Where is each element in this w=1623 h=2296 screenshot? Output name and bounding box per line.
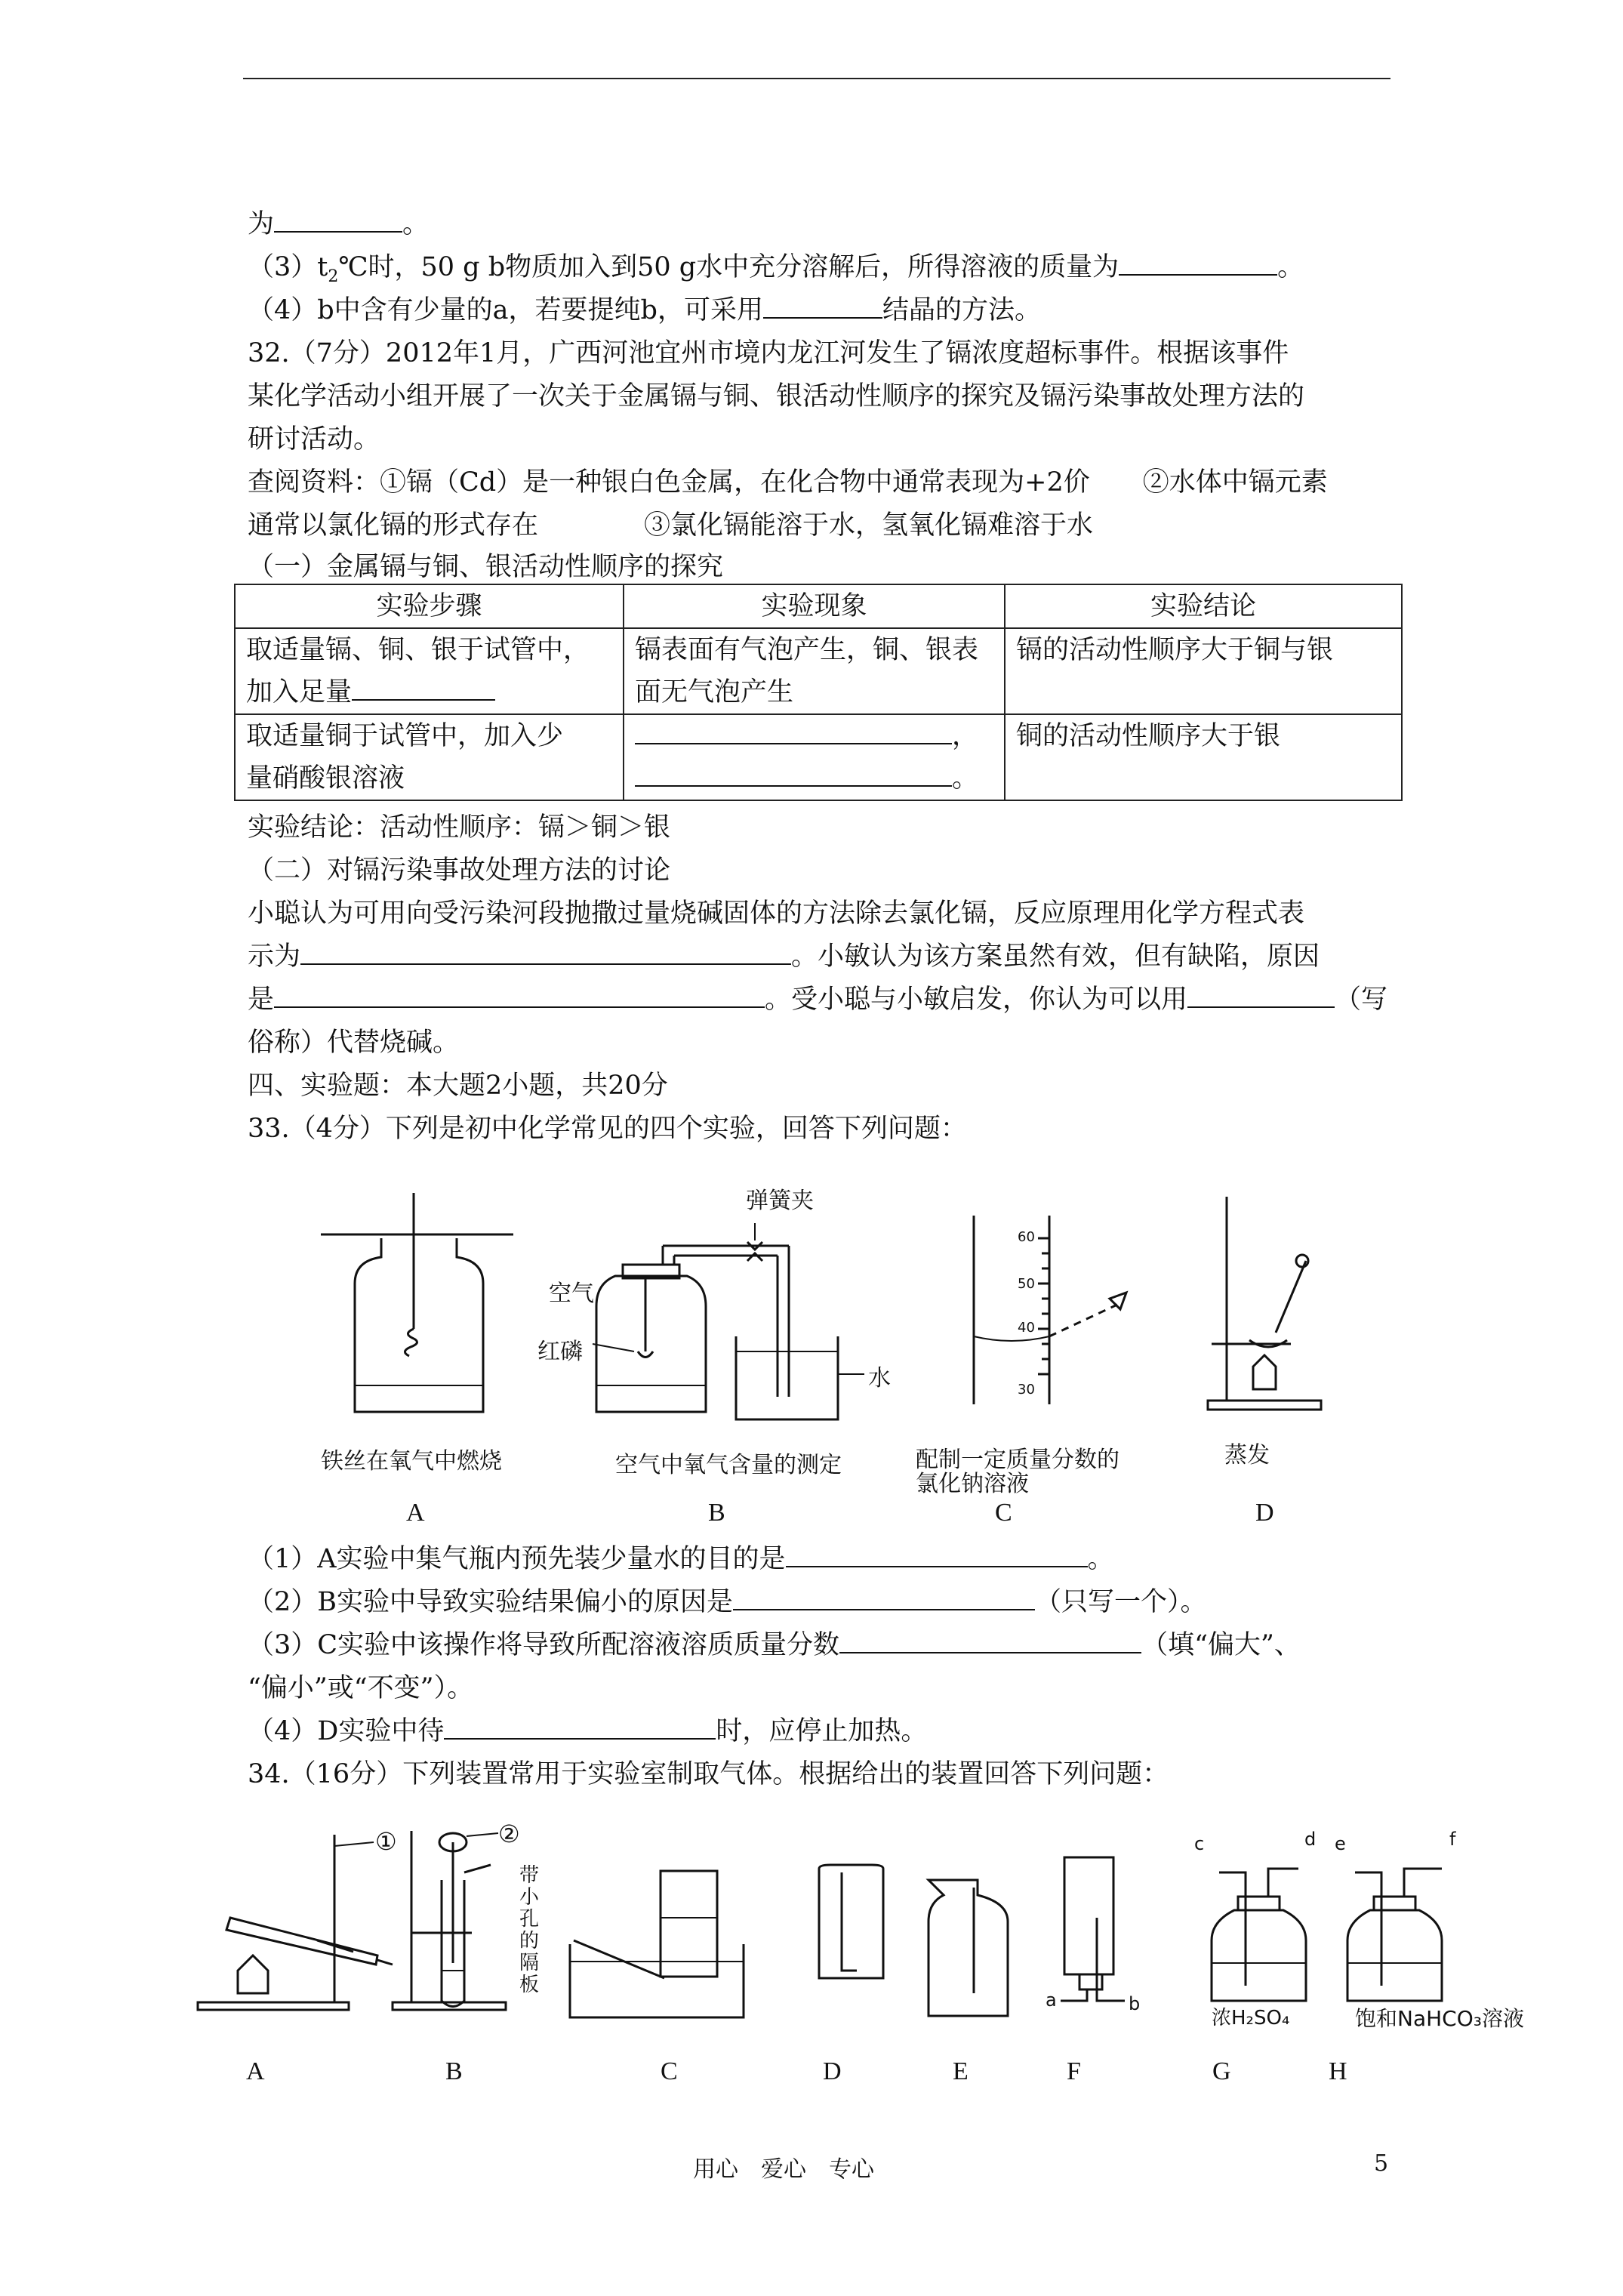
circled-2-label: ② (498, 1820, 520, 1848)
port-b-label: b (1129, 1993, 1141, 2014)
water-label: 水 (868, 1365, 891, 1391)
table-header: 实验步骤 (235, 584, 624, 628)
text: （写 (1335, 985, 1388, 1015)
caption-c-1: 配制一定质量分数的 (916, 1447, 1119, 1473)
caption-c-2: 氯化钠溶液 (916, 1471, 1029, 1497)
cell-text: 。 (952, 763, 979, 794)
label-a: A (406, 1499, 425, 1527)
text: 时，应停止加热。 (716, 1716, 928, 1746)
cell-text: 加入足量 (246, 677, 353, 707)
label-g-34: G (1212, 2057, 1231, 2085)
tube-f (1404, 1869, 1442, 1897)
perforated-plate-label (519, 1865, 542, 1996)
table-cell: 铜的活动性顺序大于银 (1005, 714, 1402, 800)
text: 是 (248, 985, 275, 1015)
air-label: 空气 (549, 1281, 594, 1307)
port-a-tube (1061, 1989, 1087, 2001)
label-f-34: F (1067, 2057, 1081, 2085)
delivery-tube (464, 1865, 491, 1872)
wash-bottle (1347, 1910, 1442, 2001)
apparatus-a-34 (198, 1835, 393, 2010)
tube-d (1268, 1869, 1298, 1897)
q32-line-3: 研讨活动。 (248, 424, 380, 455)
delivery-tube (842, 1872, 857, 1971)
stopper (1238, 1897, 1280, 1910)
label-char: 带 (519, 1864, 540, 1887)
cell-text: 取适量镉、铜、银于试管中， (246, 635, 590, 665)
stopper (1374, 1897, 1415, 1910)
section-4-heading: 四、实验题：本大题2小题，共20分 (248, 1071, 668, 1101)
q33-stem: 33.（4分）下列是初中化学常见的四个实验，回答下列问题： (248, 1114, 967, 1144)
text: （2）B实验中导致实验结果偏小的原因是 (248, 1587, 733, 1617)
label-char: 板 (519, 1974, 540, 1996)
q32-line-2: 某化学活动小组开展了一次关于金属镉与铜、银活动性顺序的探究及镉污染事故处理方法的 (248, 381, 1305, 411)
collecting-bottle (929, 1880, 1008, 2016)
h-reagent-label: 饱和NaHCO₃溶液 (1355, 2006, 1524, 2031)
text: （4）b中含有少量的a，若要提纯b，可采用 (248, 295, 763, 325)
label-d-34: D (823, 2057, 842, 2085)
discussion-line-1: 小聪认为可用向受污染河段抛撒过量烧碱固体的方法除去氯化镉，反应原理用化学方程式表 (248, 898, 1305, 929)
cell-text: 量硝酸银溶液 (246, 763, 405, 794)
text: 为 (248, 209, 275, 239)
g-reagent-label: 浓H₂SO₄ (1212, 2007, 1290, 2029)
text: （只写一个）。 (1035, 1587, 1207, 1617)
apparatus-c-34 (570, 1871, 744, 2017)
label-char: 的 (519, 1930, 540, 1952)
apparatus-f-34 (1061, 1857, 1125, 2001)
wash-bottle (1212, 1910, 1306, 2001)
apparatus-b-34 (393, 1831, 506, 2010)
text: 。 (402, 209, 430, 239)
text: 。小敏认为该方案虽然有效，但有缺陷，原因 (791, 942, 1320, 972)
cell-text: ， (952, 721, 979, 751)
page-number: 5 (1374, 2150, 1389, 2177)
port-d-label: d (1304, 1829, 1317, 1850)
cell-text: 取适量铜于试管中，加入少 (246, 721, 564, 751)
port-c-label: c (1194, 1833, 1205, 1854)
scale-label-60: 60 (1018, 1229, 1035, 1245)
label-e-34: E (953, 2057, 969, 2085)
text: （3）t (248, 252, 328, 282)
text: 。 (1277, 252, 1304, 282)
label-char: 小 (519, 1886, 540, 1909)
reference-line-2: 通常以氯化镉的形式存在 ③氯化镉能溶于水，氢氧化镉难溶于水 (248, 510, 1094, 541)
test-tube (226, 1918, 377, 1965)
footer-motto: 用心 爱心 专心 (693, 2156, 874, 2183)
pointer-2 (467, 1833, 498, 1836)
label-d: D (1255, 1499, 1274, 1527)
label-c-34: C (661, 2057, 678, 2085)
label-b: B (708, 1499, 725, 1527)
scale-label-50: 50 (1018, 1276, 1035, 1292)
text: （3）C实验中该操作将导致所配溶液溶质质量分数 (248, 1630, 840, 1660)
label-a-34: A (246, 2057, 265, 2085)
circled-1-label: ① (375, 1827, 397, 1856)
pointer-1 (334, 1842, 374, 1846)
port-a-label: a (1046, 1989, 1057, 2011)
apparatus-d-34 (819, 1865, 883, 1978)
cell-text: 面无气泡产生 (635, 677, 794, 707)
delivery-tube (574, 1940, 664, 1978)
scale-label-30: 30 (1018, 1382, 1035, 1398)
conclusion-line: 实验结论：活动性顺序：镉＞铜＞银 (248, 812, 671, 843)
text: （1）A实验中集气瓶内预先装少量水的目的是 (248, 1544, 786, 1574)
text: 。受小聪与小敏启发，你认为可以用 (765, 985, 1188, 1015)
caption-a: 铁丝在氧气中燃烧 (321, 1448, 502, 1475)
port-f-label: f (1449, 1829, 1456, 1850)
stand-base (198, 2002, 349, 2010)
scale-label-40: 40 (1018, 1320, 1035, 1336)
reference-line-1: 查阅资料：①镉（Cd）是一种银白色金属，在化合物中通常表现为+2价 ②水体中镉元素 (248, 467, 1328, 498)
label-h-34: H (1329, 2057, 1347, 2085)
text: （4）D实验中待 (248, 1716, 445, 1746)
label-char: 孔 (519, 1908, 540, 1931)
cell-text: 镉表面有气泡产生，铜、银表 (635, 635, 979, 665)
text: 示为 (248, 942, 301, 972)
section-2-heading: （二）对镉污染事故处理方法的讨论 (248, 855, 671, 886)
caption-b: 空气中氧气含量的测定 (615, 1452, 842, 1478)
q34-stem: 34.（16分）下列装置常用于实验室制取气体。根据给出的装置回答下列问题： (248, 1759, 1169, 1789)
discussion-line-4: 俗称）代替烧碱。 (248, 1028, 460, 1058)
port-e-label: e (1335, 1833, 1346, 1854)
phosphorus-label: 红磷 (537, 1339, 583, 1365)
subscript: 2 (328, 267, 339, 286)
label-b-34: B (445, 2057, 463, 2085)
collecting-bottle (819, 1865, 883, 1978)
clip-label: 弹簧夹 (746, 1188, 814, 1214)
delivery-tube (377, 1960, 393, 1965)
q33-part-3-cont: “偏小”或“不变”）。 (248, 1673, 474, 1703)
section-1-heading: （一）金属镉与铜、银活动性顺序的探究 (248, 552, 724, 582)
text: ℃时，50 g b物质加入到50 g水中充分溶解后，所得溶液的质量为 (338, 252, 1119, 282)
caption-d: 蒸发 (1224, 1442, 1270, 1469)
table-cell: 镉的活动性顺序大于铜与银 (1005, 628, 1402, 714)
tube-e (1355, 1872, 1381, 1986)
tube-c (1219, 1872, 1246, 1986)
label-char: 隔 (519, 1952, 540, 1974)
label-c: C (995, 1499, 1012, 1527)
q32-line-1: 32.（7分）2012年1月，广西河池宜州市境内龙江河发生了镉浓度超标事件。根据该事件 (248, 338, 1289, 368)
inverted-bottle (1064, 1857, 1113, 1974)
apparatus-g-34 (1212, 1869, 1306, 2001)
alcohol-lamp (238, 1955, 268, 1993)
stopper (1079, 1974, 1102, 1989)
text: （填“偏大”、 (1141, 1630, 1301, 1660)
table-header: 实验现象 (624, 584, 1005, 628)
text: 结晶的方法。 (882, 295, 1041, 325)
apparatus-e-34 (929, 1880, 1008, 2016)
text: 。 (1087, 1544, 1114, 1574)
table-header: 实验结论 (1005, 584, 1402, 628)
apparatus-h-34 (1347, 1869, 1442, 2001)
